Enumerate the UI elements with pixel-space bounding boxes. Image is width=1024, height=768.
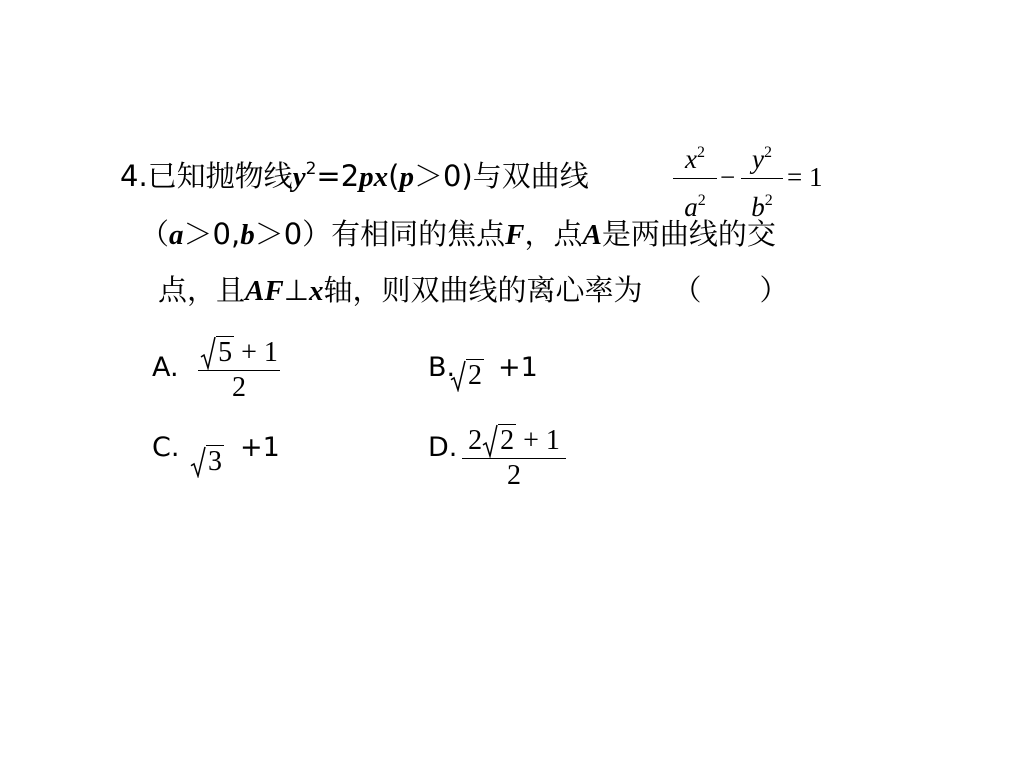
option-d-fraction: 2 2 + 1 2 xyxy=(462,424,566,493)
sqrt-2: 2 xyxy=(482,424,516,458)
frac-x2-num: $x^2$ xyxy=(685,144,705,174)
option-a-label: A. xyxy=(152,352,179,383)
question-line-3: 点，且AF⊥x轴，则双曲线的离心率为 （ ） xyxy=(158,273,789,307)
option-c-tail: +1 xyxy=(240,432,280,463)
sqrt-3: 3 xyxy=(190,446,224,478)
equals-one: = 1 xyxy=(787,162,823,192)
minus-sign: − xyxy=(720,162,736,192)
question-number: 4. xyxy=(120,159,148,193)
frac-bar xyxy=(673,178,717,179)
question-line-1: 4.已知抛物线$y^2=2px(p>0)$与双曲线 xyxy=(120,159,589,193)
option-c-value xyxy=(190,446,224,478)
question-line-2: （a＞0,b＞0）有相同的焦点F，点A是两曲线的交 xyxy=(140,217,776,251)
option-b-tail: +1 xyxy=(498,352,538,383)
frac-a2-den: $a^2$ xyxy=(684,192,706,222)
frac-bar xyxy=(741,178,783,179)
answer-blank: （ ） xyxy=(672,273,789,307)
option-c-label: C. xyxy=(152,432,180,463)
frac-y2-num: $y^2$ xyxy=(752,144,772,174)
option-b-value xyxy=(450,360,484,392)
sqrt-5: 5 xyxy=(200,336,234,370)
sqrt-2: 2 xyxy=(450,360,484,392)
option-b-label: B. xyxy=(428,352,456,383)
frac-b2-den: $b^2$ xyxy=(751,192,773,222)
option-a-fraction: 5 + 1 2 xyxy=(198,336,280,405)
option-d-label: D. xyxy=(428,432,458,463)
